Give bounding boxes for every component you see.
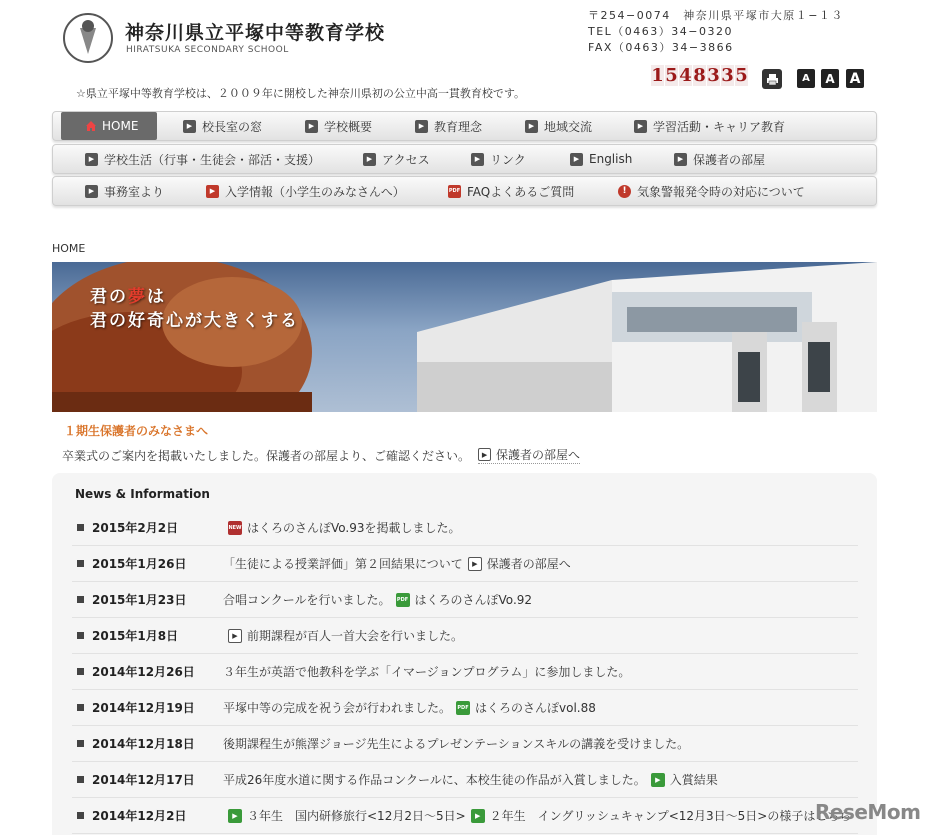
- nav-row-1: [52, 111, 877, 141]
- notice-text: [62, 446, 580, 464]
- notice-title: １期生保護者のみなさまへ: [64, 424, 209, 438]
- warning-icon: !: [618, 185, 631, 198]
- school-logo[interactable]: [62, 10, 114, 66]
- arrow-icon: ▶: [525, 120, 538, 133]
- news-date: 2014年12月2日: [92, 809, 187, 823]
- font-size-large-button[interactable]: A: [846, 69, 864, 88]
- new-icon: NEW: [228, 521, 242, 535]
- bullet-icon: [77, 596, 84, 603]
- fax-text: FAX（0463）34−3866: [588, 41, 734, 54]
- nav-label: 地域交流: [544, 119, 593, 134]
- notice-link-label: 保護者の部屋へ: [496, 448, 581, 462]
- news-date: 2015年1月23日: [92, 593, 187, 607]
- arrow-icon: ▶: [634, 120, 647, 133]
- arrow-icon: ▶: [674, 153, 687, 166]
- news-item: [72, 582, 858, 618]
- news-item: [72, 546, 858, 582]
- nav-admission[interactable]: [206, 177, 405, 205]
- news-text: ３年生が英語で他教科を学ぶ「イマージョンプログラム」に参加しました。: [223, 665, 631, 679]
- play-icon: ▶: [651, 773, 665, 787]
- news-item: [72, 654, 858, 690]
- news-text-wrap: [223, 591, 532, 608]
- news-item: [72, 798, 858, 834]
- news-date: 2014年12月26日: [92, 665, 195, 679]
- home-icon: [85, 120, 97, 132]
- nav-office[interactable]: [85, 177, 164, 205]
- pdf-icon: PDF: [456, 701, 470, 715]
- news-link[interactable]: 入賞結果: [669, 773, 718, 787]
- arrow-icon: ▶: [183, 120, 196, 133]
- bullet-icon: [77, 632, 84, 639]
- counter-digit: 5: [665, 65, 678, 86]
- nav-label: アクセス: [382, 152, 430, 167]
- pdf-icon: PDF: [396, 593, 410, 607]
- hero-banner: [52, 262, 877, 412]
- news-text: 前期課程が百人一首大会を行いました。: [247, 629, 464, 643]
- news-section: [52, 473, 877, 835]
- counter-digit: 4: [679, 65, 692, 86]
- nav-overview[interactable]: [305, 112, 372, 140]
- nav-label: 保護者の部屋: [693, 152, 766, 167]
- news-link[interactable]: はくろのさんぽVo.92: [414, 593, 533, 607]
- news-item: [72, 690, 858, 726]
- counter-digit: 1: [651, 65, 664, 86]
- intro-text: ☆県立平塚中等教育学校は、２００９年に開校した神奈川県初の公立中高一貫教育校です。: [76, 87, 525, 100]
- nav-label: 学校生活（行事・生徒会・部活・支援）: [104, 152, 321, 167]
- hero-scene: [52, 262, 877, 412]
- news-date: 2014年12月18日: [92, 737, 195, 751]
- print-button[interactable]: [762, 69, 782, 89]
- news-date: 2015年1月8日: [92, 629, 179, 643]
- arrow-icon: ▶: [85, 153, 98, 166]
- news-heading: News & Information: [75, 487, 210, 501]
- news-text: はくろのさんぽVo.93を掲載しました。: [247, 521, 461, 535]
- nav-access[interactable]: [363, 145, 430, 173]
- notice-body: 卒業式のご案内を掲載いたしました。保護者の部屋より、ご確認ください。: [62, 448, 471, 463]
- nav-label: 事務室より: [104, 184, 165, 199]
- bullet-icon: [77, 560, 84, 567]
- news-text: 平塚中等の完成を祝う会が行われました。: [223, 701, 452, 715]
- school-title[interactable]: 神奈川県立平塚中等教育学校: [125, 22, 386, 44]
- nav-label: 学校概要: [324, 119, 373, 134]
- nav-row-2: [52, 144, 877, 174]
- bullet-icon: [77, 740, 84, 747]
- news-link[interactable]: ３年生 国内研修旅行<12月2日〜5日>: [247, 809, 466, 823]
- news-item: [72, 618, 858, 654]
- watermark-logo: ReseMom: [815, 800, 921, 824]
- nav-label: 気象警報発令時の対応について: [637, 184, 805, 199]
- pdf-icon: PDF: [448, 185, 461, 198]
- arrow-icon: ▶: [305, 120, 318, 133]
- arrow-icon: ▶: [85, 185, 98, 198]
- arrow-icon: ▶: [363, 153, 376, 166]
- play-icon: ▶: [478, 448, 491, 461]
- nav-row-3: [52, 176, 877, 206]
- nav-school-life[interactable]: [85, 145, 320, 173]
- school-title-en: HIRATSUKA SECONDARY SCHOOL: [126, 45, 289, 55]
- news-text-wrap: [223, 771, 718, 788]
- news-item: [72, 726, 858, 762]
- news-link[interactable]: 保護者の部屋へ: [486, 557, 571, 571]
- news-date: 2015年2月2日: [92, 521, 179, 535]
- nav-label: 学習活動・キャリア教育: [653, 119, 786, 134]
- news-date: 2014年12月17日: [92, 773, 195, 787]
- news-link[interactable]: [223, 663, 630, 680]
- arrow-icon: ▶: [471, 153, 484, 166]
- bullet-icon: [77, 704, 84, 711]
- nav-philosophy[interactable]: [415, 112, 482, 140]
- nav-learning[interactable]: [634, 112, 785, 140]
- breadcrumb: HOME: [52, 242, 86, 255]
- news-text: 合唱コンクールを行いました。: [223, 593, 391, 607]
- news-item: [72, 762, 858, 798]
- news-link[interactable]: ２年生 イングリッシュキャンプ<12月3日〜5日>の様子はこちら: [489, 809, 852, 823]
- news-text-wrap: [223, 555, 571, 572]
- nav-home[interactable]: [61, 112, 157, 140]
- news-text: 「生徒による授業評価」第２回結果について: [223, 557, 463, 571]
- news-text-wrap: [223, 699, 596, 716]
- hero-slogan-line2: 君の好奇心が大きくする: [90, 311, 299, 331]
- font-size-small-button[interactable]: A: [797, 69, 815, 88]
- arrow-icon: ▶: [206, 185, 219, 198]
- counter-digit: 3: [707, 65, 720, 86]
- nav-label: HOME: [102, 119, 139, 133]
- tel-text: TEL（0463）34−0320: [588, 25, 733, 38]
- contact-block: [588, 8, 844, 56]
- nav-label: 校長室の窓: [202, 119, 263, 134]
- news-text: 後期課程生が熊澤ジョージ先生によるプレゼンテーションスキルの講義を受けました。: [223, 737, 690, 751]
- bullet-icon: [77, 812, 84, 819]
- print-icon: [766, 73, 779, 86]
- arrow-icon: ▶: [415, 120, 428, 133]
- news-link[interactable]: [223, 627, 463, 644]
- arrow-icon: ▶: [570, 153, 583, 166]
- visitor-counter: [651, 65, 748, 86]
- address-text: 〒254−0074 神奈川県平塚市大原１−１３: [588, 9, 844, 22]
- nav-weather-warning[interactable]: [618, 177, 805, 205]
- news-date: 2014年12月19日: [92, 701, 195, 715]
- counter-digit: 5: [735, 65, 748, 86]
- counter-digit: 8: [693, 65, 706, 86]
- hero-slogan-dream: 夢: [128, 287, 147, 307]
- bullet-icon: [77, 668, 84, 675]
- bullet-icon: [77, 524, 84, 531]
- notice-link[interactable]: [478, 446, 580, 464]
- font-size-medium-button[interactable]: A: [821, 69, 839, 88]
- news-text-wrap: [223, 807, 851, 824]
- counter-digit: 3: [721, 65, 734, 86]
- play-icon: ▶: [228, 809, 242, 823]
- nav-principal[interactable]: [183, 112, 262, 140]
- nav-parents[interactable]: [674, 145, 765, 173]
- nav-label: FAQよくあるご質問: [467, 184, 575, 199]
- nav-label: リンク: [490, 152, 526, 167]
- news-date: 2015年1月26日: [92, 557, 187, 571]
- news-text: 平成26年度水道に関する作品コンクールに、本校生徒の作品が入賞しました。: [223, 773, 646, 787]
- nav-community[interactable]: [525, 112, 592, 140]
- hero-slogan-part: は: [147, 287, 166, 307]
- nav-english[interactable]: [570, 145, 632, 173]
- hero-slogan-line1: [90, 282, 166, 307]
- news-link[interactable]: [223, 735, 689, 752]
- bullet-icon: [77, 776, 84, 783]
- news-link[interactable]: はくろのさんぽvol.88: [475, 701, 596, 715]
- nav-label: English: [589, 152, 633, 166]
- hero-slogan-part: 君の: [90, 287, 128, 307]
- play-icon: ▶: [471, 809, 485, 823]
- play-icon: ▶: [468, 557, 482, 571]
- nav-label: 入学情報（小学生のみなさんへ）: [225, 184, 405, 199]
- play-icon: ▶: [228, 629, 242, 643]
- nav-label: 教育理念: [434, 119, 483, 134]
- nav-links[interactable]: [471, 145, 526, 173]
- nav-faq[interactable]: [448, 177, 574, 205]
- news-item: [72, 510, 858, 546]
- news-link[interactable]: [223, 519, 461, 536]
